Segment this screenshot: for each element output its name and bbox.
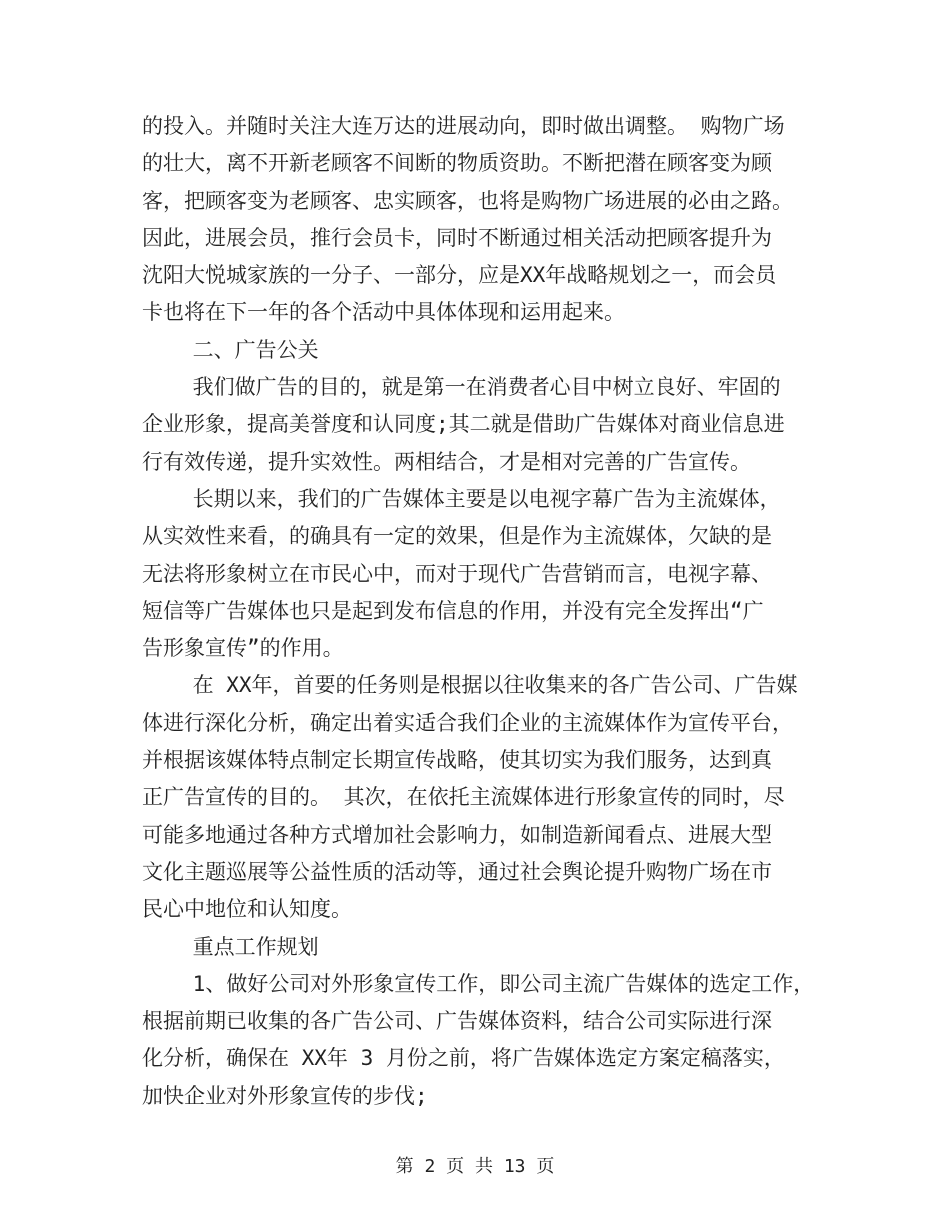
text-line: 文化主题巡展等公益性质的活动等，通过社会舆论提升购物广场在市 [142,859,772,884]
text-line: 根据前期已收集的各广告公司、广告媒体资料，结合公司实际进行深 [142,1009,772,1034]
text-line: 民心中地位和认知度。 [142,897,352,922]
text-line: 的壮大，离不开新老顾客不间断的物质资助。不断把潜在顾客变为顾 [142,151,772,176]
text-line: 短信等广告媒体也只是起到发布信息的作用，并没有完全发挥出“广 [142,598,764,623]
text-line: 在 XX年，首要的任务则是根据以往收集来的各广告公司、广告媒 [142,673,798,698]
text-line: 我们做广告的目的，就是第一在消费者心目中树立良好、牢固的 [142,375,781,400]
text-line: 告形象宣传”的作用。 [142,636,344,661]
text-line: 正广告宣传的目的。 其次，在依托主流媒体进行形象宣传的同时，尽 [142,785,785,810]
text-line: 行有效传递，提升实效性。两相结合，才是相对完善的广告宣传。 [142,449,751,474]
section-heading: 二、广告公关 [142,337,319,362]
text-line: 企业形象，提高美誉度和认同度;其二就是借助广告媒体对商业信息进 [142,412,785,437]
text-line: 并根据该媒体特点制定长期宣传战略，使其切实为我们服务，达到真 [142,748,772,773]
text-line: 1、做好公司对外形象宣传工作，即公司主流广告媒体的选定工作， [142,971,815,996]
text-line: 无法将形象树立在市民心中，而对于现代广告营销而言，电视字幕、 [142,561,772,586]
text-line: 的投入。并随时关注大连万达的进展动向，即时做出调整。 购物广场 [142,114,785,138]
text-line: 客，把顾客变为老顾客、忠实顾客，也将是购物广场进展的必由之路。 [142,188,793,213]
section-heading: 重点工作规划 [142,934,319,959]
text-line: 体进行深化分析，确定出着实适合我们企业的主流媒体作为宣传平台， [142,710,793,735]
text-line: 可能多地通过各种方式增加社会影响力，如制造新闻看点、进展大型 [142,822,772,847]
text-line: 沈阳大悦城家族的一分子、一部分，应是XX年战略规划之一，而会员 [142,263,777,288]
text-line: 化分析，确保在 XX年 3 月份之前，将广告媒体选定方案定稿落实， [142,1046,785,1071]
text-line: 加快企业对外形象宣传的步伐; [142,1083,428,1108]
text-line: 因此，进展会员，推行会员卡，同时不断通过相关活动把顾客提升为 [142,225,772,250]
text-line: 长期以来，我们的广告媒体主要是以电视字幕广告为主流媒体， [142,486,781,511]
body-text [142,108,842,1115]
page-footer: 第 2 页 共 13 页 [395,1156,555,1177]
text-line: 卡也将在下一年的各个活动中具体体现和运用起来。 [142,300,625,325]
text-line: 从实效性来看，的确具有一定的效果，但是作为主流媒体，欠缺的是 [142,524,772,549]
